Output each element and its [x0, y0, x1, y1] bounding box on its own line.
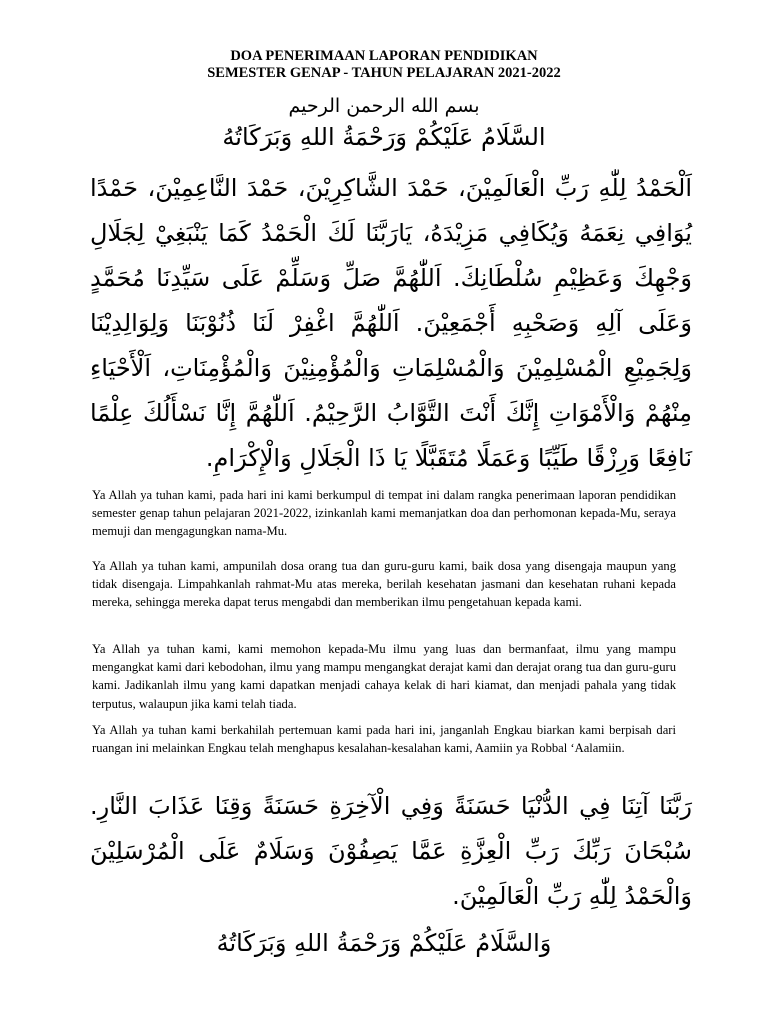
document-title-line-1: DOA PENERIMAAN LAPORAN PENDIDIKAN [230, 48, 538, 64]
arabic-prayer-closing: رَبَّنَا آتِنَا فِي الدُّنْيَا حَسَنَةً وَفِي الْآخِرَةِ حَسَنَةً وَقِنَا عَذَابَ النَّارِ. سُبْحَانَ رَبِّكَ رَبِّ الْعِزَّةِ عَمَّا يَصِفُوْنَ وَسَلَامٌ عَلَى الْمُرْسَلِيْنَ وَالْحَمْدُ لِلّٰهِ رَبِّ الْعَالَمِيْنَ. [90, 792, 692, 910]
document-title-line-2: SEMESTER GENAP - TAHUN PELAJARAN 2021-2022 [207, 65, 561, 81]
closing-salam: وَالسَّلَامُ عَلَيْكُمْ وَرَحْمَةُ اللهِ وَبَرَكَاتُهُ [216, 929, 552, 957]
opening-salam: السَّلَامُ عَلَيْكُمْ وَرَحْمَةُ اللهِ وَبَرَكَاتُهُ [222, 123, 546, 151]
bismillah: بسم الله الرحمن الرحيم [288, 95, 480, 117]
prayer-paragraph-4: Ya Allah ya tuhan kami berkahilah pertemuan kami pada hari ini, janganlah Engkau biarkan kami berpisah dari ruangan ini melainkan Engkau telah menghapus kesalahan-kesalahan kami, Aamiin ya Robbal ‘Aalamiin. [92, 723, 676, 756]
prayer-paragraph-3: Ya Allah ya tuhan kami, kami memohon kepada-Mu ilmu yang luas dan bermanfaat, ilmu yang mampu mengangkat kami dari kebodohan, ilmu yang mampu mengangkat derajat kami dan derajat orang tua dan guru-guru kami. Jadikanlah ilmu yang kami dapatkan menjadi cahaya kelak di hari kiamat, dan menjadi pahala yang tidak terputus, walaupun jika kami telah tiada. [92, 642, 676, 711]
prayer-paragraph-2: Ya Allah ya tuhan kami, ampunilah dosa orang tua dan guru-guru kami, baik dosa yang disengaja maupun yang tidak disengaja. Limpahkanlah rahmat-Mu atas mereka, berilah kesehatan jasmani dan kesehatan ruhani kepada mereka, sehingga mereka dapat terus mengabdi dan memberikan ilmu pengetahuan kepada kami. [92, 559, 676, 610]
prayer-paragraph-1: Ya Allah ya tuhan kami, pada hari ini kami berkumpul di tempat ini dalam rangka penerimaan laporan pendidikan semester genap tahun pelajaran 2021-2022, izinkanlah kami memanjatkan doa dan perhomonan kepada-Mu, seraya memuji dan mengagungkan nama-Mu. [92, 488, 676, 539]
arabic-prayer-opening: اَلْحَمْدُ لِلّٰهِ رَبِّ الْعَالَمِيْنَ، حَمْدَ الشَّاكِرِيْنَ، حَمْدَ النَّاعِمِيْنَ، حَمْدًا يُوَافِي نِعَمَهُ وَيُكَافِي مَزِيْدَهُ، يَارَبَّنَا لَكَ الْحَمْدُ كَمَا يَنْبَغِيْ لِجَلَالِ وَجْهِكَ وَعَظِيْمِ سُلْطَانِكَ. اَللّٰهُمَّ صَلِّ وَسَلِّمْ عَلَى سَيِّدِنَا مُحَمَّدٍ وَعَلَى آلِهِ وَصَحْبِهِ أَجْمَعِيْنَ. اَللّٰهُمَّ اغْفِرْ لَنَا ذُنُوْبَنَا وَلِوَالِدِيْنَا وَلِجَمِيْعِ الْمُسْلِمِيْنَ وَالْمُسْلِمَاتِ وَالْمُؤْمِنِيْنَ وَالْمُؤْمِنَاتِ، اَلْأَحْيَاءِ مِنْهُمْ وَالْأَمْوَاتِ إِنَّكَ أَنْتَ التَّوَّابُ الرَّحِيْمُ. اَللّٰهُمَّ إِنَّا نَسْأَلُكَ عِلْمًا نَافِعًا وَرِزْقًا طَيِّبًا وَعَمَلًا مُتَقَبَّلًا يَا ذَا الْجَلَالِ وَالْإِكْرَامِ. [90, 174, 692, 472]
